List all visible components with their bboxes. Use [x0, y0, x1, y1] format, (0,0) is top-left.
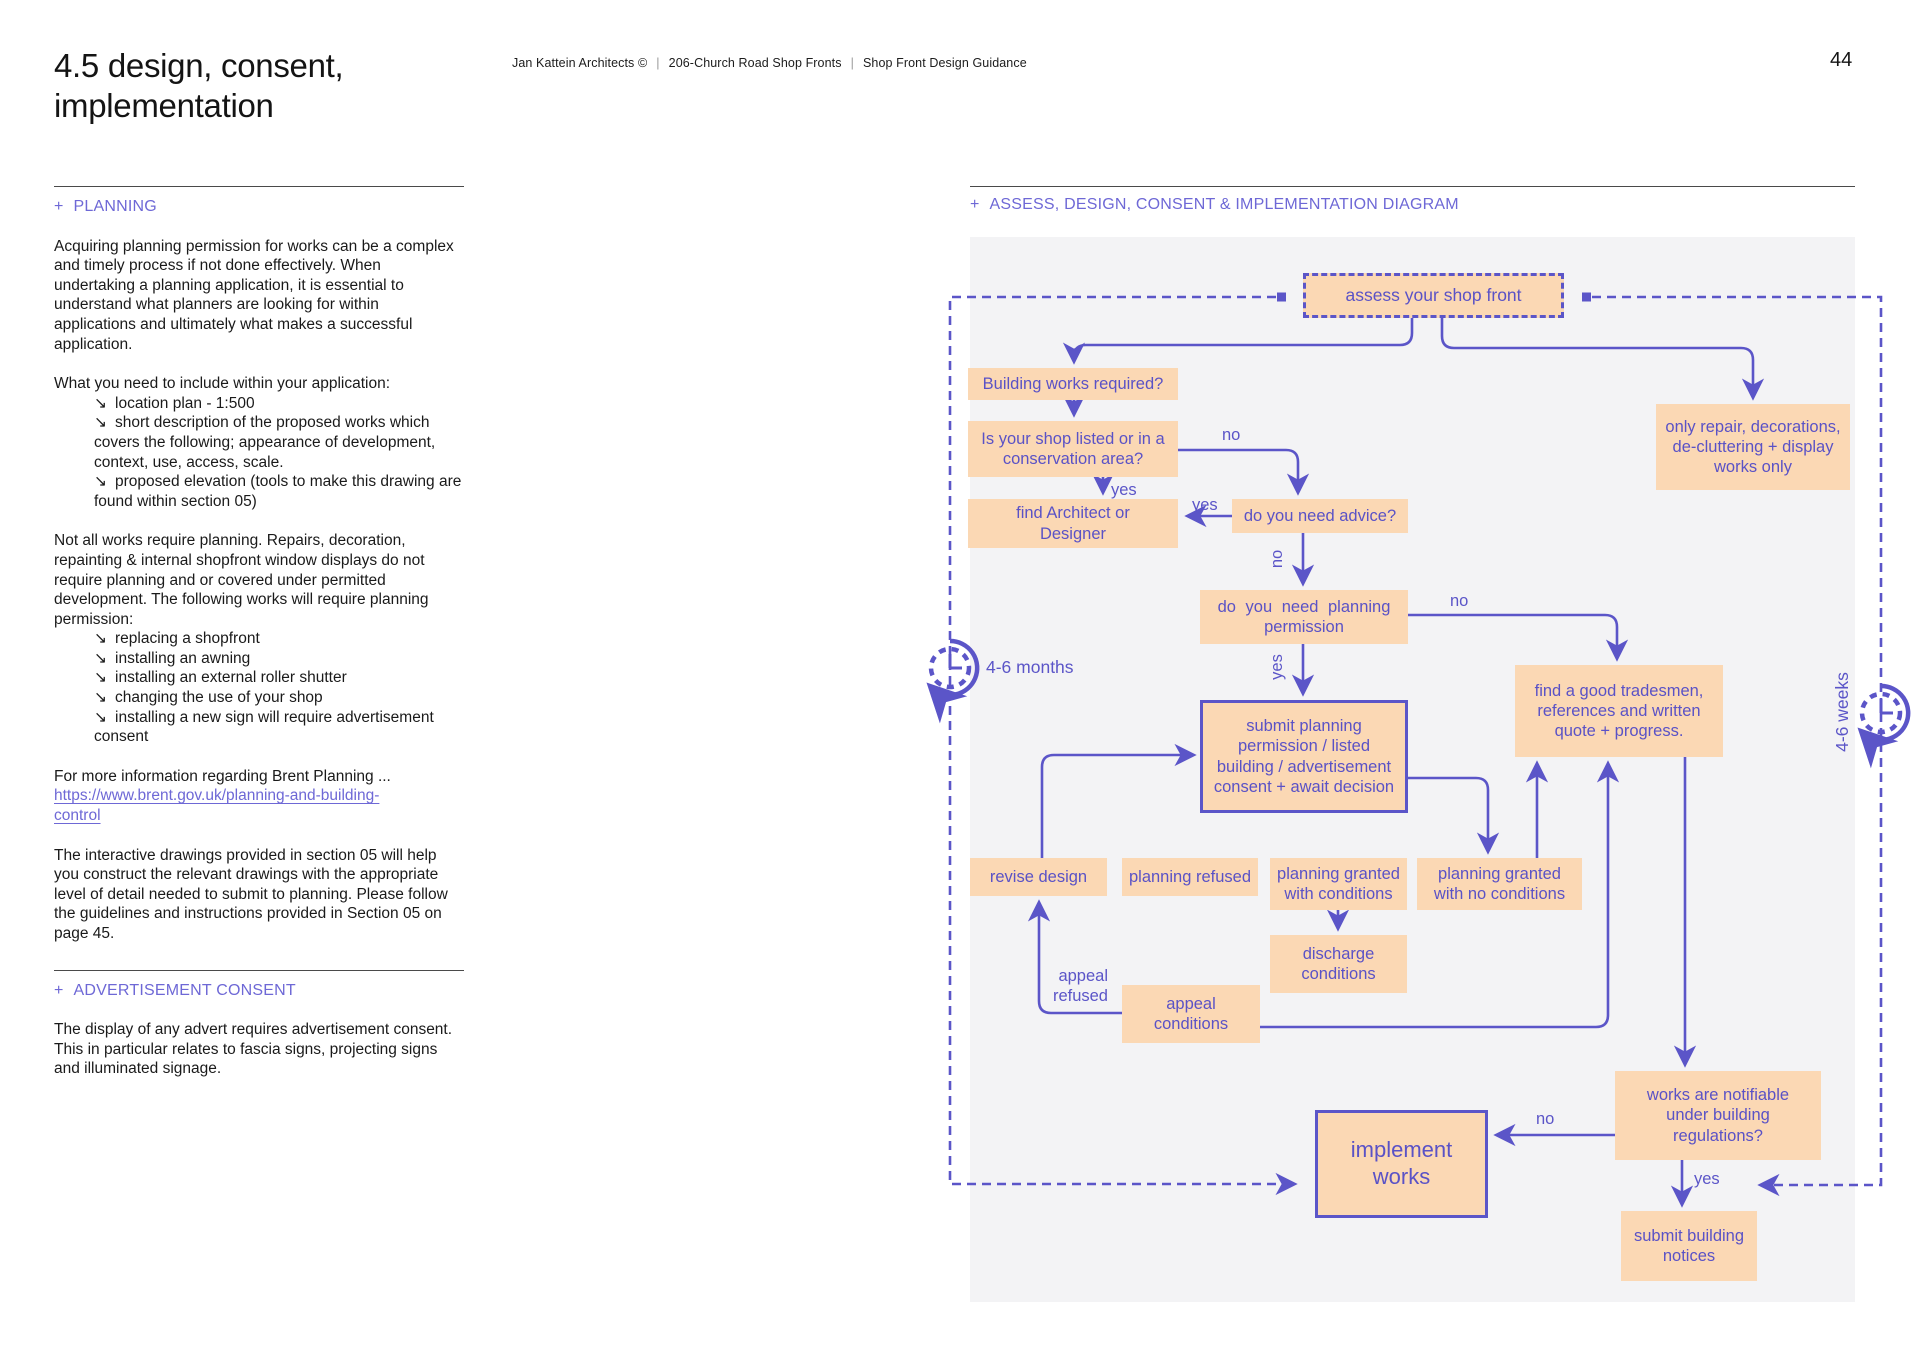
plus-icon: + [54, 981, 64, 999]
permission-required-list [54, 629, 464, 747]
node-works-notifiable: works are notifiable under building regulations? [1615, 1071, 1821, 1160]
node-listed: Is your shop listed or in a conservation area? [968, 421, 1178, 477]
header-publisher: Jan Kattein Architects © [512, 56, 648, 70]
node-discharge-conditions: discharge conditions [1270, 935, 1407, 993]
node-submit-building-notices: submit building notices [1621, 1211, 1757, 1281]
page-number: 44 [1830, 49, 1853, 71]
node-assess: assess your shop front [1303, 273, 1564, 318]
node-granted-no-conditions: planning granted with no conditions [1417, 858, 1582, 910]
node-appeal-conditions: appeal conditions [1122, 985, 1260, 1043]
planning-paragraph-5: The interactive drawings provided in section 05 will help you construct the relevant drawings with the appropriate level of detail needed to submit to planning. Please follow the guidelines and instructions provided in Section 05 on page 45. [54, 846, 448, 942]
list-item: ↘ installing a new sign will require advertisement consent [94, 708, 434, 746]
header-doc-name: Shop Front Design Guidance [862, 56, 1027, 70]
list-item: ↘ replacing a shopfront [94, 630, 260, 648]
arrow-bullet-icon: ↘ [94, 414, 107, 432]
arrow-bullet-icon: ↘ [94, 689, 107, 707]
edge-label-advice-yes: yes [1192, 496, 1218, 514]
plus-icon: + [54, 198, 64, 215]
left-column [54, 186, 464, 1079]
planning-heading: + PLANNING [54, 198, 157, 215]
node-only-repair: only repair, decorations, de-cluttering + display works only [1656, 404, 1850, 490]
arrow-bullet-icon: ↘ [94, 669, 107, 687]
node-submit-planning: submit planning permission / listed building / advertisement consent + await decision [1200, 700, 1408, 813]
edge-label-listed-no: no [1222, 426, 1241, 444]
arrow-bullet-icon: ↘ [94, 473, 107, 491]
edge-label-notifiable-yes: yes [1694, 1170, 1720, 1188]
header-project: 206-Church Road Shop Fronts [668, 56, 842, 70]
edge-label-advice-no: no [1268, 549, 1287, 569]
section-divider [54, 186, 464, 187]
node-find-architect: find Architect or Designer [968, 499, 1178, 548]
header-separator: | [656, 56, 660, 70]
node-granted-with-conditions: planning granted with conditions [1270, 858, 1407, 910]
planning-paragraph-2: What you need to include within your application: [54, 375, 391, 393]
edge-label-permission-yes: yes [1267, 654, 1286, 680]
node-advice: do you need advice? [1232, 499, 1408, 533]
list-item: ↘ location plan - 1:500 [94, 394, 255, 412]
node-planning-refused: planning refused [1122, 858, 1258, 896]
planning-paragraph-3: Not all works require planning. Repairs, decoration, repainting & internal shopfront window displays do not require planning and or covered under permitted development. The following works will require planning permission: [54, 532, 429, 628]
planning-paragraph-1: Acquiring planning permission for works can be a complex and timely process if not done effectively. When undertaking a planning application, it is essential to understand what planners are looking for within applications and ultimately what makes a successful application. [54, 237, 454, 353]
clock-icon-weeks [1862, 686, 1908, 740]
diagram-heading: + ASSESS, DESIGN, CONSENT & IMPLEMENTATION DIAGRAM [970, 196, 1459, 213]
list-item: ↘ installing an awning [94, 649, 251, 667]
arrow-bullet-icon: ↘ [94, 630, 107, 648]
advertisement-consent-heading: + ADVERTISEMENT CONSENT [54, 981, 296, 999]
duration-label-months: 4-6 months [986, 657, 1074, 677]
edge-label-appeal-refused: appeal refused [1052, 967, 1108, 1005]
list-item: ↘ installing an external roller shutter [94, 669, 347, 687]
arrow-bullet-icon: ↘ [94, 394, 107, 412]
node-revise-design: revise design [970, 858, 1107, 896]
list-item: ↘ proposed elevation (tools to make this drawing are found within section 05) [94, 473, 462, 510]
node-implement-works: implement works [1315, 1110, 1488, 1218]
node-tradesmen: find a good tradesmen, references and written quote + progress. [1515, 665, 1723, 757]
edge-label-notifiable-no: no [1536, 1110, 1555, 1128]
advertisement-paragraph: The display of any advert requires advertisement consent. This in particular relates to fascia signs, projecting signs and illuminated signage. [54, 1021, 453, 1078]
page-title-line1: 4.5 design, consent, [54, 47, 344, 84]
document-header [512, 56, 1027, 70]
page-title [54, 46, 343, 126]
arrow-bullet-icon: ↘ [94, 649, 107, 667]
list-item: ↘ changing the use of your shop [94, 689, 323, 707]
header-separator: | [850, 56, 854, 70]
page-title-line2: implementation [54, 87, 274, 124]
node-building-works: Building works required? [968, 368, 1178, 400]
section-divider [970, 186, 1855, 187]
brent-planning-link[interactable]: https://www.brent.gov.uk/planning-and-building- control [54, 787, 380, 825]
plus-icon: + [970, 196, 980, 213]
duration-label-weeks: 4-6 weeks [1831, 672, 1852, 752]
arrow-bullet-icon: ↘ [94, 708, 107, 726]
node-need-permission: do you need planning permission [1200, 590, 1408, 644]
list-item: ↘ short description of the proposed works which covers the following; appearance of development, context, use, access, scale. [94, 414, 436, 471]
planning-paragraph-4: For more information regarding Brent Planning ... https://www.brent.gov.uk/planning-and-building- control [54, 767, 464, 826]
application-items-list [54, 394, 464, 512]
section-divider [54, 970, 464, 971]
edge-label-listed-yes: yes [1111, 481, 1137, 499]
edge-label-permission-no: no [1450, 592, 1469, 610]
